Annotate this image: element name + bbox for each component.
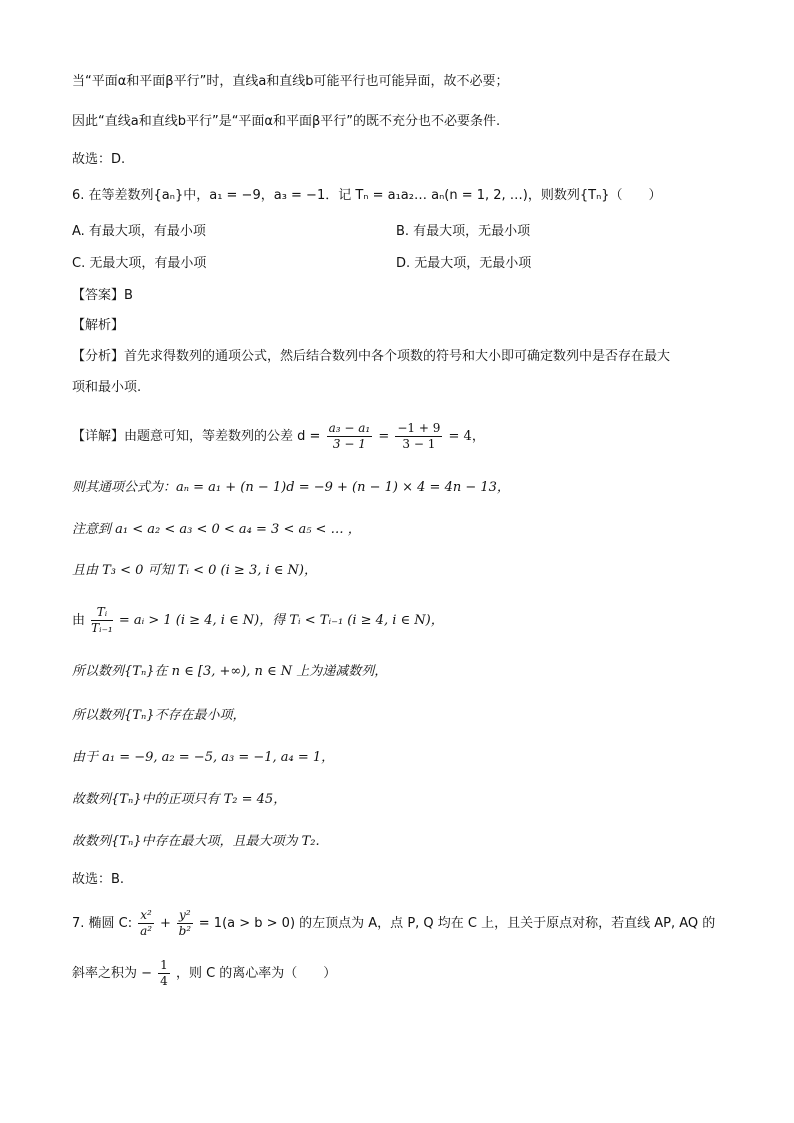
option-c: C. 无最大项，有最小项 xyxy=(72,256,207,271)
text-line-conclusion: 因此“直线a和直线b平行”是“平面α和平面β平行”的既不充分也不必要条件. xyxy=(72,114,501,129)
fraction-x-squared xyxy=(138,908,154,939)
q7-suffix: = 1(a > b > 0) 的左顶点为 A，点 P, Q 均在 C 上，且关于原点对称，若直线 AP, AQ 的 xyxy=(198,916,716,931)
analysis-label: 【解析】 xyxy=(72,318,125,333)
analysis-text-line-2: 项和最小项. xyxy=(72,380,142,395)
decreasing-sequence: 所以数列{Tₙ}在 n ∈ [3, +∞), n ∈ N 上为递减数列， xyxy=(72,664,388,679)
answer-label: 【答案】B xyxy=(72,288,133,303)
q7b-suffix: ，则 C 的离心率为（ ） xyxy=(175,966,337,981)
q7-prefix: 7. 椭圆 C: xyxy=(72,916,133,931)
option-d: D. 无最大项，无最小项 xyxy=(396,256,532,271)
detail-prefix: 【详解】由题意可知，等差数列的公差 d = xyxy=(72,429,321,444)
ratio-inequality xyxy=(72,603,444,639)
ratio-suffix: = aᵢ > 1 (i ≥ 4, i ∈ N)，得 Tᵢ < Tᵢ₋₁ (i ≥ 4, i ∈ N)， xyxy=(118,613,444,628)
text-line-choose-d: 故选：D. xyxy=(72,152,126,167)
first-terms-values: 由于 a₁ = −9, a₂ = −5, a₃ = −1, a₄ = 1， xyxy=(72,750,335,765)
fraction-numerator: 1 xyxy=(160,958,168,972)
option-a: A. 有最大项，有最小项 xyxy=(72,224,206,239)
ratio-prefix: 由 xyxy=(72,613,86,628)
fraction-denominator: 3 − 1 xyxy=(402,437,436,451)
fraction-numerator: y² xyxy=(179,908,191,922)
no-minimum: 所以数列{Tₙ}不存在最小项， xyxy=(72,708,246,723)
question-6-stem: 6. 在等差数列{aₙ}中，a₁ = −9，a₃ = −1．记 Tₙ = a₁a₂… aₙ(n = 1, 2, …)，则数列{Tₙ}（ ） xyxy=(72,188,662,203)
fraction-numerator: −1 + 9 xyxy=(397,421,441,435)
fraction-one-quarter xyxy=(158,958,170,989)
fraction-y-squared xyxy=(177,908,193,939)
fraction-difference-symbolic xyxy=(327,421,373,452)
question-7-stem-line-2 xyxy=(72,956,336,992)
fraction-denominator: 3 − 1 xyxy=(332,437,366,451)
plus-sign: + xyxy=(160,916,171,931)
fraction-denominator: 4 xyxy=(160,974,168,988)
fraction-denominator: a² xyxy=(140,924,153,938)
positive-term: 故数列{Tₙ}中的正项只有 T₂ = 45， xyxy=(72,792,287,807)
fraction-numerator: x² xyxy=(140,908,152,922)
general-term-formula: 则其通项公式为：aₙ = a₁ + (n − 1)d = −9 + (n − 1) × 4 = 4n − 13， xyxy=(72,480,510,495)
option-b: B. 有最大项，无最小项 xyxy=(396,224,531,239)
text-line-planes-parallel: 当“平面α和平面β平行”时，直线a和直线b可能平行也可能异面，故不必要； xyxy=(72,74,509,89)
fraction-denominator: b² xyxy=(178,924,192,938)
sign-ordering: 注意到 a₁ < a₂ < a₃ < 0 < a₄ = 3 < a₅ < … ， xyxy=(72,522,361,537)
analysis-text-line-1: 【分析】首先求得数列的通项公式，然后结合数列中各个项数的符号和大小即可确定数列中是否存在最大 xyxy=(72,349,671,364)
fraction-numerator: Tᵢ xyxy=(91,605,113,621)
q7b-prefix: 斜率之积为 − xyxy=(72,966,153,981)
detail-suffix: = 4， xyxy=(448,429,485,444)
fraction-difference-numeric xyxy=(395,421,442,452)
fraction-numerator: a₃ − a₁ xyxy=(328,421,371,435)
detail-common-difference: 【详解】由题意可知，等差数列的公差 d = $\frac{\text{a₃ − a₁}}{3 - 1}$ = $\frac{-1 + 9}{3 - 1}$ = 4， xyxy=(72,421,485,451)
fraction-ratio xyxy=(91,605,113,636)
fraction-denominator: Tᵢ₋₁ xyxy=(91,621,113,635)
maximum-term: 故数列{Tₙ}中存在最大项，且最大项为 T₂. xyxy=(72,834,320,849)
question-7-stem-line-1 xyxy=(72,906,715,942)
t3-negative: 且由 T₃ < 0 可知 Tᵢ < 0 (i ≥ 3, i ∈ N)， xyxy=(72,563,317,578)
choose-b: 故选：B. xyxy=(72,872,125,887)
